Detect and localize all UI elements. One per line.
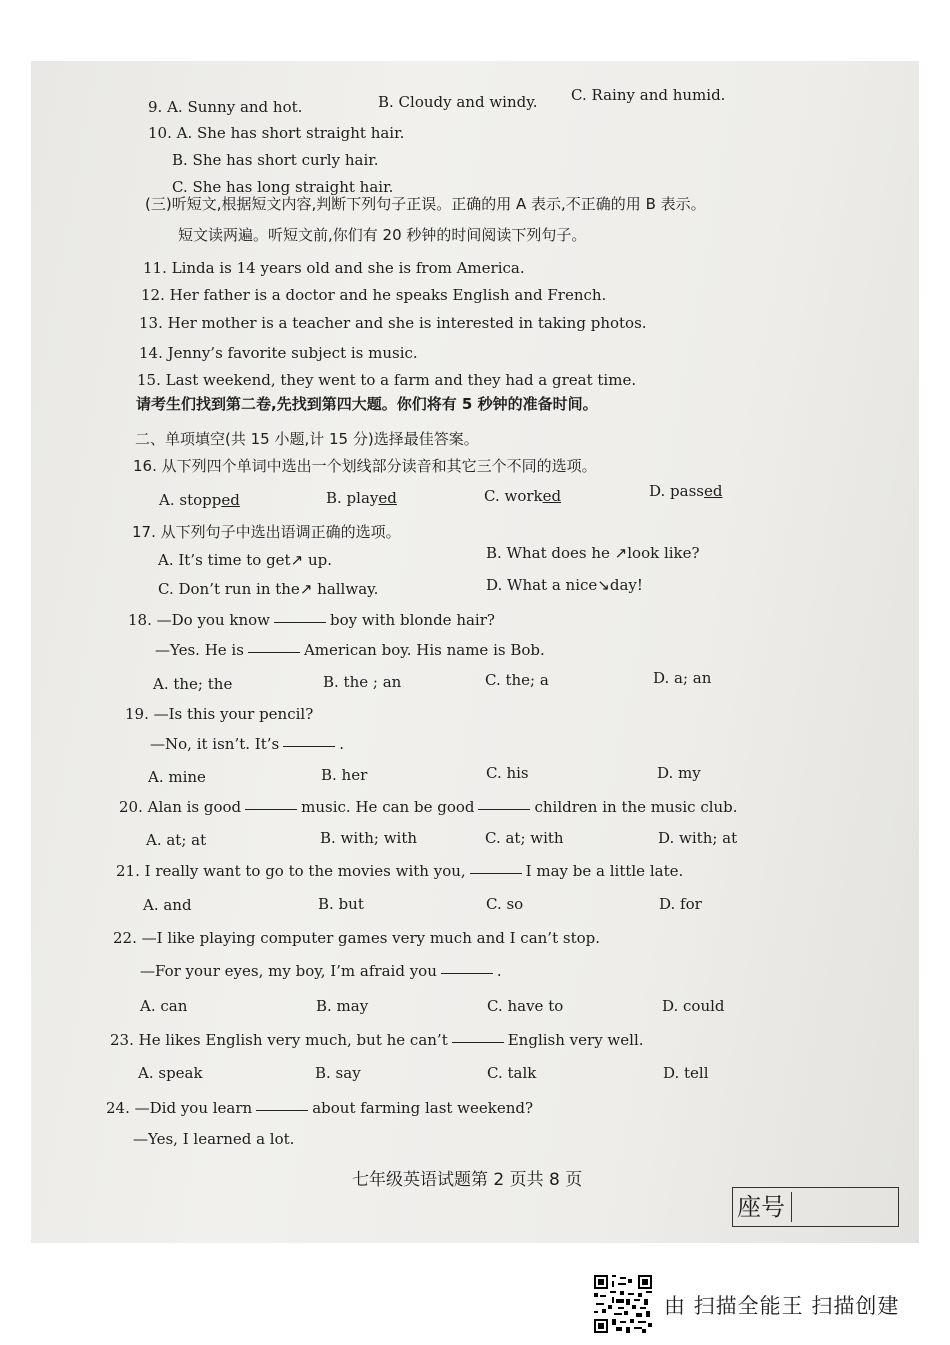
- q17-stem: 17. 从下列句子中选出语调正确的选项。: [132, 523, 401, 541]
- q10-option-b: B. She has short curly hair.: [172, 151, 379, 169]
- q22-option-a: A. can: [140, 997, 188, 1015]
- q22-line1: 22. —I like playing computer games very much and I can’t stop.: [113, 929, 601, 947]
- rising-arrow-icon: ↗: [290, 551, 304, 569]
- q23-option-d: D. tell: [663, 1064, 709, 1082]
- q9-option-a: 9. A. Sunny and hot.: [148, 98, 303, 116]
- qr-code-icon: [594, 1275, 652, 1333]
- tf-item: 13. Her mother is a teacher and she is interested in taking photos.: [139, 314, 647, 332]
- answer-blank: [452, 1041, 504, 1043]
- q22-option-d: D. could: [662, 997, 725, 1015]
- q16-option-d: D. passed: [649, 482, 723, 500]
- page-footer: 七年级英语试题第 2 页共 8 页: [352, 1170, 583, 1190]
- q9-option-c: C. Rainy and humid.: [571, 86, 726, 104]
- answer-blank: [470, 872, 522, 874]
- q20-option-a: A. at; at: [146, 831, 207, 849]
- seat-number-box: [732, 1187, 899, 1227]
- q17-option-c: C. Don’t run in the↗ hallway.: [158, 580, 379, 598]
- q23-option-b: B. say: [315, 1064, 361, 1082]
- q19-option-b: B. her: [321, 766, 368, 784]
- q18-line2: —Yes. He is American boy. His name is Bob.: [155, 641, 545, 659]
- q16-stem: 16. 从下列四个单词中选出一个划线部分读音和其它三个不同的选项。: [133, 457, 597, 475]
- tf-item: 15. Last weekend, they went to a farm and they had a great time.: [137, 371, 637, 389]
- q22-option-b: B. may: [316, 997, 369, 1015]
- q20-option-d: D. with; at: [658, 829, 738, 847]
- q23-option-c: C. talk: [487, 1064, 537, 1082]
- q10-option-a: 10. A. She has short straight hair.: [148, 124, 405, 142]
- q22-option-c: C. have to: [487, 997, 564, 1015]
- q16-option-c: C. worked: [484, 487, 562, 505]
- q20-option-b: B. with; with: [320, 829, 418, 847]
- part3-instruction: (三)听短文,根据短文内容,判断下列句子正误。正确的用 A 表示,不正确的用 B 表示。: [145, 195, 706, 213]
- q23-option-a: A. speak: [138, 1064, 203, 1082]
- q17-option-d: D. What a nice↘day!: [486, 576, 643, 594]
- q21-option-a: A. and: [143, 896, 192, 914]
- tf-item: 12. Her father is a doctor and he speaks English and French.: [141, 286, 607, 304]
- q23-line: 23. He likes English very much, but he can’t English very well.: [110, 1031, 644, 1049]
- seat-label: 座号: [737, 1192, 792, 1222]
- q16-option-b: B. played: [326, 489, 397, 507]
- q20-option-c: C. at; with: [485, 829, 564, 847]
- q18-option-b: B. the ; an: [323, 673, 402, 691]
- q16-option-a: A. stopped: [159, 491, 240, 509]
- q21-option-b: B. but: [318, 895, 364, 913]
- q18-line1: 18. —Do you know boy with blonde hair?: [128, 611, 495, 629]
- tf-item: 14. Jenny’s favorite subject is music.: [139, 344, 418, 362]
- q24-line2: —Yes, I learned a lot.: [133, 1130, 295, 1148]
- notice-text: 请考生们找到第二卷,先找到第四大题。你们将有 5 秒钟的准备时间。: [136, 395, 598, 413]
- q19-line2: —No, it isn’t. It’s .: [150, 735, 344, 753]
- answer-blank: [256, 1109, 308, 1111]
- answer-blank: [274, 621, 326, 623]
- q22-line2: —For your eyes, my boy, I’m afraid you .: [140, 962, 502, 980]
- q24-line1: 24. —Did you learn about farming last weekend?: [106, 1099, 534, 1117]
- rising-arrow-icon: ↗: [614, 544, 628, 562]
- answer-blank: [478, 808, 530, 810]
- q19-option-d: D. my: [657, 764, 701, 782]
- q21-option-c: C. so: [486, 895, 524, 913]
- rising-arrow-icon: ↗: [299, 580, 313, 598]
- q18-option-c: C. the; a: [485, 671, 549, 689]
- q9-option-b: B. Cloudy and windy.: [378, 93, 538, 111]
- answer-blank: [283, 745, 335, 747]
- q21-option-d: D. for: [659, 895, 702, 913]
- q10-option-c: C. She has long straight hair.: [172, 178, 394, 196]
- q21-line: 21. I really want to go to the movies with you, I may be a little late.: [116, 862, 684, 880]
- q18-option-d: D. a; an: [653, 669, 712, 687]
- q20-line: 20. Alan is good music. He can be good children in the music club.: [119, 798, 738, 816]
- q17-option-a: A. It’s time to get↗ up.: [158, 551, 332, 569]
- q19-line1: 19. —Is this your pencil?: [125, 705, 314, 723]
- falling-arrow-icon: ↘: [597, 576, 610, 594]
- answer-blank: [245, 808, 297, 810]
- part3-instruction-2: 短文读两遍。听短文前,你们有 20 秒钟的时间阅读下列句子。: [178, 226, 587, 244]
- answer-blank: [441, 972, 493, 974]
- scanner-watermark: 由 扫描全能王 扫描创建: [664, 1294, 900, 1318]
- section2-heading: 二、单项填空(共 15 小题,计 15 分)选择最佳答案。: [135, 430, 479, 448]
- tf-item: 11. Linda is 14 years old and she is from America.: [143, 259, 525, 277]
- answer-blank: [248, 651, 300, 653]
- q17-option-b: B. What does he ↗look like?: [486, 544, 700, 562]
- q19-option-a: A. mine: [148, 768, 206, 786]
- q19-option-c: C. his: [486, 764, 529, 782]
- q18-option-a: A. the; the: [153, 675, 233, 693]
